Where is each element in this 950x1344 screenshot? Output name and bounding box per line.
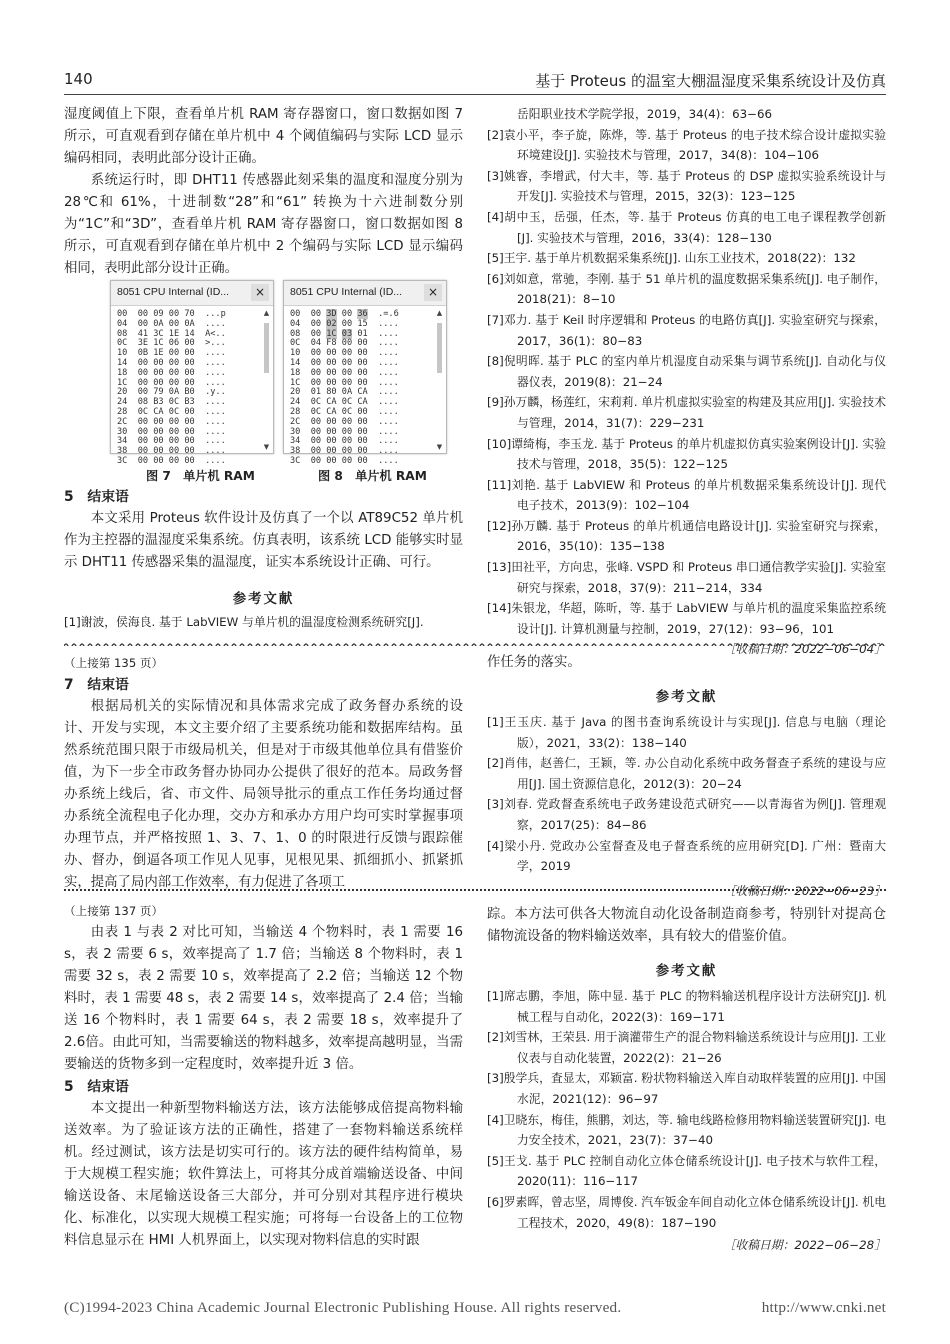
ram-byte[interactable]: 00: [326, 348, 337, 359]
close-icon[interactable]: ×: [424, 284, 442, 301]
ram-ascii: ....: [372, 328, 399, 339]
ram-address: 04: [117, 318, 138, 329]
ram-byte[interactable]: 00: [357, 455, 368, 466]
ram-byte[interactable]: 00: [357, 446, 368, 457]
ram-byte[interactable]: 00: [310, 348, 322, 359]
references-title: 参考文献: [655, 690, 718, 705]
ram-byte[interactable]: 3D: [326, 309, 337, 319]
ram-byte[interactable]: 00: [326, 357, 337, 368]
ram-byte[interactable]: 00: [168, 348, 180, 359]
ram-address: 24: [290, 397, 311, 408]
ram-address: 30: [117, 426, 138, 437]
dotted-separator: [64, 889, 886, 891]
ram-address: 28: [117, 406, 138, 417]
ram-address: 18: [290, 367, 311, 378]
ram-address: 20: [290, 387, 311, 398]
ram-byte[interactable]: 1E: [153, 348, 164, 359]
ram-byte[interactable]: 00: [357, 338, 368, 349]
ram-ascii: ....: [372, 446, 399, 457]
article2-paragraph: 根据局机关的实际情况和具体需求完成了政务督办系统的设计、开发与实现，本文主要介绍了主要系统功能和数据库结构。虽然系统范围只限于市级局机关，但是对于市级其他单位具有借鉴价值，为下一步全市政务督办协同办公提供了很好的范本。局政务督办系统上线后，省、市文件、局领导批示的重点工作任务均通过督办系统全流程电子化办理，交办方和承办方用户均可实时掌握事项办理节点，并严格按照 1、3、7、1、0 的时限进行反馈与跟踪催办、督办，倒逼各项工作见人见事，见根见果、抓细抓小、抓紧抓实，提高了局内部工作效率，有力促进了各项工: [64, 699, 463, 890]
ram-byte[interactable]: 0C: [310, 397, 322, 408]
header-rule: [64, 94, 886, 95]
ram-ascii: ....: [372, 318, 399, 329]
ram-address: 10: [117, 348, 138, 359]
ram-byte[interactable]: 00: [168, 416, 180, 427]
wavy-separator: [64, 636, 886, 646]
ram-byte[interactable]: 00: [357, 348, 368, 359]
ram-dump: [290, 310, 399, 467]
ram-byte[interactable]: 04: [310, 338, 322, 349]
ram-byte[interactable]: 00: [168, 318, 180, 329]
ram-byte[interactable]: 00: [184, 348, 195, 359]
ram-byte[interactable]: 00: [341, 455, 353, 466]
section-heading: 7 结束语: [64, 677, 129, 693]
ram-byte[interactable]: 08: [137, 397, 149, 408]
scroll-thumb[interactable]: [264, 323, 269, 373]
ram-ascii: ....: [372, 426, 399, 437]
ram-byte[interactable]: 01: [357, 328, 368, 339]
ram-byte[interactable]: 00: [357, 367, 368, 378]
ram-address: 08: [117, 328, 138, 339]
ram-byte[interactable]: B0: [184, 387, 195, 398]
ram-byte[interactable]: 00: [168, 426, 180, 437]
ram-byte[interactable]: 00: [184, 416, 195, 427]
ram-byte[interactable]: 00: [137, 387, 149, 398]
reference-item: [1]谢波，侯海良. 基于 LabVIEW 与单片机的温湿度检测系统研究[J].: [64, 615, 424, 629]
ram-byte[interactable]: 00: [310, 455, 322, 466]
ram-row: [290, 457, 399, 467]
conclusion-text: 本文提出一种新型物料输送方法，该方法能够成倍提高物料输送效率。为了验证该方法的正确性，搭建了一套物料输送系统样机。经过测试，该方法是切实可行的。该方法的硬件结构简单，易于大规模工程实施；软件算法上，可将其分成首端输送设备、中间输送设备、末尾输送设备三大部分，并可分别对其程序进行模块化、标准化，以实现大规模工程实施；可将每一台设备上的工位物料信息显示在 HMI 人机界面上，以实现对物料信息的实时跟: [64, 1101, 463, 1248]
ram-byte[interactable]: 00: [153, 446, 164, 457]
ram-address: 00: [290, 309, 311, 319]
ram-ascii: ....: [199, 455, 226, 466]
ram-ascii: ....: [199, 436, 226, 447]
ram-address: 38: [290, 446, 311, 457]
ram-byte[interactable]: 06: [168, 338, 180, 349]
ram-byte[interactable]: 00: [137, 318, 149, 329]
reference-item: [3]姚睿，李增武，付大丰，等. 基于 Proteus 的 DSP 虚拟实验系统设计与开发[J]. 实验技术与管理，2015，32(3)：123−125: [487, 168, 886, 204]
ram-ascii: ....: [372, 377, 399, 388]
ram-byte[interactable]: 14: [184, 328, 195, 339]
ram-byte[interactable]: 00: [357, 406, 368, 417]
ram-ascii: ....: [199, 406, 226, 417]
ram-byte[interactable]: 3C: [153, 328, 164, 339]
ram-address: 00: [117, 309, 138, 319]
ram-byte[interactable]: 00: [153, 436, 164, 447]
ram-ascii: ....: [199, 416, 226, 427]
ram-byte[interactable]: 3E: [137, 338, 149, 349]
ram-address: 0C: [117, 338, 138, 349]
ram-address: 28: [290, 406, 311, 417]
reference-item: [2]肖伟，赵善仁，王颖，等. 办公自动化系统中政务督查子系统的建设与应用[J]. 国土资源信息化，2012(3)：20−24: [487, 756, 886, 791]
ram-byte[interactable]: 0C: [168, 406, 180, 417]
ram-byte[interactable]: 00: [341, 446, 353, 457]
ram-byte[interactable]: 15: [357, 318, 368, 329]
reference-item: [4]梁小丹. 党政办公室督查及电子督查系统的应用研究[D]. 广州：暨南大学，2019: [487, 838, 886, 874]
ram-window-fig7: [110, 280, 274, 466]
ram-byte[interactable]: 00: [137, 309, 149, 319]
reference-item: [11]刘艳. 基于 LabVIEW 和 Proteus 的单片机数据采集系统设计[J]. 现代电子技术，2013(9)：102−104: [487, 477, 886, 513]
scroll-thumb[interactable]: [437, 323, 442, 373]
ram-byte[interactable]: 00: [357, 416, 368, 427]
reference-item: [4]卫晓东，梅佳，熊鹏，刘达，等. 输电线路检修用物料输送装置研究[J]. 电力安全技术，2021，23(7)：37−40: [487, 1112, 886, 1148]
article1-paragraph-1: 湿度阈值上下限，查看单片机 RAM 寄存器窗口，窗口数据如图 7 所示，可直观看到存储在单片机中 4 个阈值编码与实际 LCD 显示编码相同，表明此部分设计正确。: [64, 107, 463, 166]
article1-paragraph-2: 系统运行时，即 DHT11 传感器此刻采集的温度和湿度分别为 28℃和 61%，十进制数“28”和“61” 转换为十六进制数分别为“1C”和“3D”，查看单片机 RAM 寄存器窗口，窗口数据如图 8 所示，可直观看到存储在单片机中 2 个编码与实际 LCD 显示编码相同，表明此部分设计正确。: [64, 173, 463, 276]
ram-byte[interactable]: 00: [184, 446, 195, 457]
ram-byte[interactable]: 00: [326, 446, 337, 457]
ram-byte[interactable]: 00: [153, 426, 164, 437]
ram-ascii: ....: [372, 406, 399, 417]
ram-byte[interactable]: 00: [310, 377, 322, 388]
ram-byte[interactable]: 00: [137, 416, 149, 427]
ram-byte[interactable]: F8: [326, 338, 337, 349]
ram-address: 34: [117, 436, 138, 447]
ram-byte[interactable]: 00: [310, 357, 322, 368]
ram-address: 10: [290, 348, 311, 359]
ram-window-title: 8051 CPU Internal (ID...: [290, 286, 403, 298]
ram-ascii: ....: [199, 377, 226, 388]
ram-byte[interactable]: 00: [357, 357, 368, 368]
ram-byte[interactable]: 00: [168, 446, 180, 457]
ram-address: 3C: [290, 455, 311, 466]
ram-byte[interactable]: 00: [341, 416, 353, 427]
ram-dump: [117, 310, 226, 467]
ram-address: 14: [117, 357, 138, 368]
article1-right-references: [487, 104, 886, 659]
ram-byte[interactable]: 01: [310, 387, 322, 398]
ram-ascii: ....: [372, 436, 399, 447]
ram-byte[interactable]: 00: [153, 367, 164, 378]
ram-byte[interactable]: 00: [310, 309, 322, 319]
article1-left-column: [64, 104, 463, 280]
ram-byte[interactable]: CA: [326, 406, 337, 417]
ram-byte[interactable]: 00: [357, 436, 368, 447]
copyright-footer: (C)1994-2023 China Academic Journal Electronic Publishing House. All rights reserved.: [64, 1299, 622, 1316]
ram-byte[interactable]: 00: [357, 377, 368, 388]
ram-address: 18: [117, 367, 138, 378]
article2-references: [487, 712, 886, 877]
ram-address: 14: [290, 357, 311, 368]
ram-byte[interactable]: 0A: [184, 318, 195, 329]
article3-continuation: 踪。本方法可供各大物流自动化设备制造商参考，特别针对提高仓储物流设备的物料输送效率，具有较大的借鉴价值。: [487, 907, 886, 944]
ram-byte[interactable]: 1C: [153, 338, 164, 349]
ram-byte[interactable]: 00: [153, 357, 164, 368]
ram-byte[interactable]: 00: [310, 436, 322, 447]
ram-byte[interactable]: 00: [341, 377, 353, 388]
reference-item: [14]朱银龙，华超，陈昕，等. 基于 LabVIEW 与单片机的温度采集监控系统设计[J]. 计算机测量与控制，2019，27(12)：93−96，101: [487, 601, 886, 636]
ram-byte[interactable]: 00: [168, 357, 180, 368]
article2-right-column: [487, 652, 886, 901]
ram-byte[interactable]: 00: [310, 367, 322, 378]
reference-item: [6]罗素晖，曾志坚，周博俊. 汽车钣金车间自动化立体仓储系统设计[J]. 机电工程技术，2020，49(8)：187−190: [487, 1194, 886, 1230]
ram-address: 30: [290, 426, 311, 437]
ram-byte[interactable]: 00: [137, 426, 149, 437]
ram-ascii: ....: [199, 348, 226, 359]
figure7-caption: 图 7 单片机 RAM: [146, 469, 255, 483]
running-title: 基于 Proteus 的温室大棚温湿度采集系统设计及仿真: [535, 72, 886, 90]
ram-ascii: A<..: [199, 328, 226, 339]
ram-window-fig8: [283, 280, 447, 466]
ram-byte[interactable]: 00: [310, 416, 322, 427]
ram-byte[interactable]: 0C: [310, 406, 322, 417]
ram-byte[interactable]: 00: [310, 426, 322, 437]
ram-address: 20: [117, 387, 138, 398]
ram-byte[interactable]: 0B: [137, 348, 149, 359]
ram-address: 24: [117, 397, 138, 408]
ram-byte[interactable]: 0A: [341, 387, 353, 398]
ram-byte[interactable]: 00: [168, 309, 180, 319]
ram-byte[interactable]: 00: [326, 455, 337, 466]
figure8-caption: 图 8 单片机 RAM: [318, 469, 427, 483]
ram-byte[interactable]: 02: [326, 318, 337, 329]
received-date: ［收稿日期：2022−06−28］: [723, 1238, 886, 1253]
ram-byte[interactable]: 00: [341, 367, 353, 378]
ram-address: 38: [117, 446, 138, 457]
reference-item: [10]谭绮梅，李玉龙. 基于 Proteus 的单片机虚拟仿真实验案例设计[J]. 实验技术与管理，2018，35(5)：122−125: [487, 436, 886, 472]
ram-byte[interactable]: 00: [357, 426, 368, 437]
ram-byte[interactable]: 00: [341, 318, 353, 329]
ram-byte[interactable]: CA: [357, 387, 368, 398]
ram-address: 2C: [290, 416, 311, 427]
ram-byte[interactable]: 0C: [341, 397, 353, 408]
ram-byte[interactable]: 00: [326, 416, 337, 427]
ram-byte[interactable]: 70: [184, 309, 195, 319]
ram-byte[interactable]: CA: [357, 397, 368, 408]
ram-ascii: ....: [199, 318, 226, 329]
ram-ascii: ....: [199, 446, 226, 457]
ram-address: 1C: [290, 377, 311, 388]
reference-item: [13]田社平，方向忠，张峰. VSPD 和 Proteus 串口通信教学实验[J]. 实验室研究与探索，2018，37(9)：211−214，334: [487, 560, 886, 595]
ram-address: 04: [290, 318, 311, 329]
ram-byte[interactable]: 1E: [168, 328, 180, 339]
ram-byte[interactable]: 00: [153, 377, 164, 388]
section-heading: 5 结束语: [64, 489, 129, 505]
ram-byte[interactable]: 00: [184, 436, 195, 447]
ram-byte[interactable]: 80: [326, 387, 337, 398]
ram-ascii: ....: [372, 455, 399, 466]
scroll-up-icon[interactable]: ▲: [436, 309, 443, 317]
ram-byte[interactable]: 00: [168, 436, 180, 447]
ram-ascii: ....: [199, 367, 226, 378]
close-icon[interactable]: ×: [251, 284, 269, 301]
scrollbar[interactable]: [262, 309, 271, 451]
ram-byte[interactable]: 00: [137, 455, 149, 466]
scrollbar[interactable]: [435, 309, 444, 451]
article3-left-column: [64, 902, 463, 1252]
ram-byte[interactable]: 00: [137, 446, 149, 457]
reference-item: [5]王宇. 基于单片机数据采集系统[J]. 山东工业技术，2018(22)：132: [487, 251, 856, 266]
ram-ascii: ....: [199, 357, 226, 368]
ram-byte[interactable]: 00: [137, 367, 149, 378]
reference-item: [4]胡中玉，岳强，任杰，等. 基于 Proteus 仿真的电工电子课程教学创新[J]. 实验技术与管理，2016，33(4)：128−130: [487, 209, 886, 245]
ram-byte[interactable]: 79: [153, 387, 164, 398]
ram-ascii: ....: [372, 387, 399, 398]
ram-address: 3C: [117, 455, 138, 466]
ram-byte[interactable]: CA: [153, 406, 164, 417]
ram-byte[interactable]: 03: [341, 328, 353, 339]
ram-byte[interactable]: 00: [153, 455, 164, 466]
ram-address: 0C: [290, 338, 311, 349]
ram-byte[interactable]: 09: [153, 309, 164, 319]
ram-byte[interactable]: 00: [310, 328, 322, 339]
cnki-url[interactable]: http://www.cnki.net: [761, 1299, 886, 1316]
ram-byte[interactable]: 0C: [137, 406, 149, 417]
ram-byte[interactable]: 00: [326, 426, 337, 437]
ram-address: 08: [290, 328, 311, 339]
ram-byte[interactable]: B3: [184, 397, 195, 408]
reference-item: [1]王玉庆. 基于 Java 的图书查询系统设计与实现[J]. 信息与电脑（理论版），2021，33(2)：138−140: [487, 715, 886, 750]
ram-ascii: ...p: [199, 309, 226, 319]
reference-item: [9]孙万麟，杨莲红，宋莉莉. 单片机虚拟实验室的构建及其应用[J]. 实验技术与管理，2014，31(7)：229−231: [487, 395, 886, 430]
ram-byte[interactable]: 00: [168, 455, 180, 466]
ram-byte[interactable]: 00: [341, 357, 353, 368]
ram-byte[interactable]: 36: [357, 309, 368, 319]
ram-ascii: ....: [372, 397, 399, 408]
ram-ascii: ....: [372, 357, 399, 368]
ram-byte[interactable]: 00: [168, 377, 180, 388]
ram-address: 2C: [117, 416, 138, 427]
ram-byte[interactable]: 0A: [168, 387, 180, 398]
ram-byte[interactable]: 00: [137, 436, 149, 447]
ram-ascii: .y..: [199, 387, 226, 398]
ram-byte[interactable]: 00: [184, 426, 195, 437]
article3-references: [487, 986, 886, 1233]
ram-byte[interactable]: 00: [184, 455, 195, 466]
ram-byte[interactable]: 00: [341, 338, 353, 349]
ram-ascii: ....: [372, 416, 399, 427]
ram-ascii: >...: [199, 338, 226, 349]
ram-ascii: ....: [372, 367, 399, 378]
ram-byte[interactable]: 00: [310, 446, 322, 457]
reference-item: [3]殷学兵，査显太，邓颖富. 粉状物料输送入库自动取样装置的应用[J]. 中国水泥，2021(12)：96−97: [487, 1071, 886, 1106]
ram-window-titlebar: [284, 281, 446, 306]
scroll-up-icon[interactable]: ▲: [263, 309, 270, 317]
ram-byte[interactable]: 00: [326, 367, 337, 378]
reference-item: [12]孙万麟. 基于 Proteus 的单片机通信电路设计[J]. 实验室研究与探索，2016，35(10)：135−138: [487, 518, 886, 554]
reference-item: [7]邓力. 基于 Keil 时序逻辑和 Proteus 的电路仿真[J]. 实验室研究与探索，2017，36(1)：80−83: [487, 312, 886, 348]
section-heading: 5 结束语: [64, 1079, 129, 1095]
ram-byte[interactable]: 0C: [341, 406, 353, 417]
ram-ascii: .=.6: [372, 309, 399, 319]
ram-byte[interactable]: 00: [326, 377, 337, 388]
ram-byte[interactable]: B3: [153, 397, 164, 408]
ram-ascii: ....: [372, 348, 399, 359]
ram-address: 34: [290, 436, 311, 447]
article3-paragraph: 由表 1 与表 2 对比可知，当输送 4 个物料时，表 1 需要 16 s，表 2 需要 6 s，效率提高了 1.7 倍；当输送 8 个物料时，表 1 需要 32 s，表 2 需要 10 s，效率提高了 2.2 倍；当输送 12 个物料时，表 1 需要 48 s，表 2 需要 14 s，效率提高了 2.4 倍；当输送 16 个物料时，表 1 需要 64 s，表 2 需要 18 s，效率提升了 2.6倍。由此可知，当需要输送的物料越多，效率提高越明显，当需要输送的货物多到一定程度时，效率提升近 3 倍。: [64, 925, 463, 1072]
article1-conclusion: [64, 486, 463, 633]
ram-byte[interactable]: 41: [137, 328, 149, 339]
ram-byte[interactable]: 00: [184, 406, 195, 417]
ram-byte[interactable]: 00: [341, 348, 353, 359]
received-date: ［收稿日期：2022−06−04］: [723, 642, 886, 657]
reference-item: [2]袁小平，李子旋，陈烨，等. 基于 Proteus 的电子技术综合设计虚拟实验环境建设[J]. 实验技术与管理，2017，34(8)：104−106: [487, 127, 886, 163]
received-date: ［收稿日期：2022−06−23］: [723, 883, 886, 898]
reference-item: [8]倪明晖. 基于 PLC 的室内单片机湿度自动采集与调节系统[J]. 自动化与仪器仪表，2019(8)：21−24: [487, 354, 886, 389]
ram-byte[interactable]: 00: [184, 377, 195, 388]
ram-row: [117, 457, 226, 467]
ram-byte[interactable]: 00: [137, 377, 149, 388]
reference-item: [3]刘春. 党政督查系统电子政务建设范式研究——以青海省为例[J]. 管理观察，2017(25)：84−86: [487, 797, 886, 832]
ram-byte[interactable]: 0C: [168, 397, 180, 408]
ram-byte[interactable]: 00: [326, 436, 337, 447]
ram-window-title: 8051 CPU Internal (ID...: [117, 286, 230, 298]
ram-ascii: ....: [199, 397, 226, 408]
reference-item: [2]刘雪林，王荣县. 用于滴灌带生产的混合物料输送系统设计与应用[J]. 工业仪表与自动化装置，2022(2)：21−26: [487, 1030, 886, 1065]
article3-right-column: [487, 904, 886, 1255]
ram-byte[interactable]: 00: [137, 357, 149, 368]
ram-byte[interactable]: 00: [184, 367, 195, 378]
reference-item: [6]刘如意，常驰，李刚. 基于 51 单片机的温度数据采集系统[J]. 电子制作，2018(21)：8−10: [487, 271, 886, 307]
references-title: 参考文献: [232, 592, 295, 607]
ram-byte[interactable]: 0A: [153, 318, 164, 329]
ram-byte[interactable]: 00: [341, 309, 353, 319]
continued-from: （上接第 135 页）: [64, 656, 164, 670]
ram-byte[interactable]: 00: [153, 416, 164, 427]
reference-item: [5]王戈. 基于 PLC 控制自动化立体仓储系统设计[J]. 电子技术与软件工程，2020(11)：116−117: [487, 1153, 886, 1189]
page-number: 140: [64, 70, 93, 88]
ram-byte[interactable]: CA: [326, 397, 337, 408]
ram-address: 1C: [117, 377, 138, 388]
ram-window-titlebar: [111, 281, 273, 306]
references-title: 参考文献: [655, 964, 718, 979]
scroll-down-icon[interactable]: ▼: [436, 443, 443, 451]
conclusion-text: 本文采用 Proteus 软件设计及仿真了一个以 AT89C52 单片机作为主控器的温湿度采集系统。仿真表明，该系统 LCD 能够实时显示 DHT11 传感器采集的温湿度，证实本系统设计正确、可行。: [64, 511, 463, 570]
continued-from: （上接第 137 页）: [64, 904, 164, 918]
ram-byte[interactable]: 00: [310, 318, 322, 329]
ram-byte[interactable]: 00: [168, 367, 180, 378]
ram-byte[interactable]: 00: [184, 357, 195, 368]
article2-continuation: 作任务的落实。: [487, 655, 581, 670]
article2-left-column: [64, 654, 463, 894]
ram-byte[interactable]: 1C: [326, 328, 337, 339]
ram-byte[interactable]: 00: [184, 338, 195, 349]
ram-byte[interactable]: 00: [341, 426, 353, 437]
ram-ascii: ....: [199, 426, 226, 437]
scroll-down-icon[interactable]: ▼: [263, 443, 270, 451]
ram-ascii: ....: [372, 338, 399, 349]
reference-item: [1]席志鹏，李旭，陈中显. 基于 PLC 的物料输送机程序设计方法研究[J]. 机械工程与自动化，2022(3)：169−171: [487, 989, 886, 1024]
reference-item: 岳阳职业技术学院学报，2019，34(4)：63−66: [517, 107, 773, 121]
ram-byte[interactable]: 00: [341, 436, 353, 447]
